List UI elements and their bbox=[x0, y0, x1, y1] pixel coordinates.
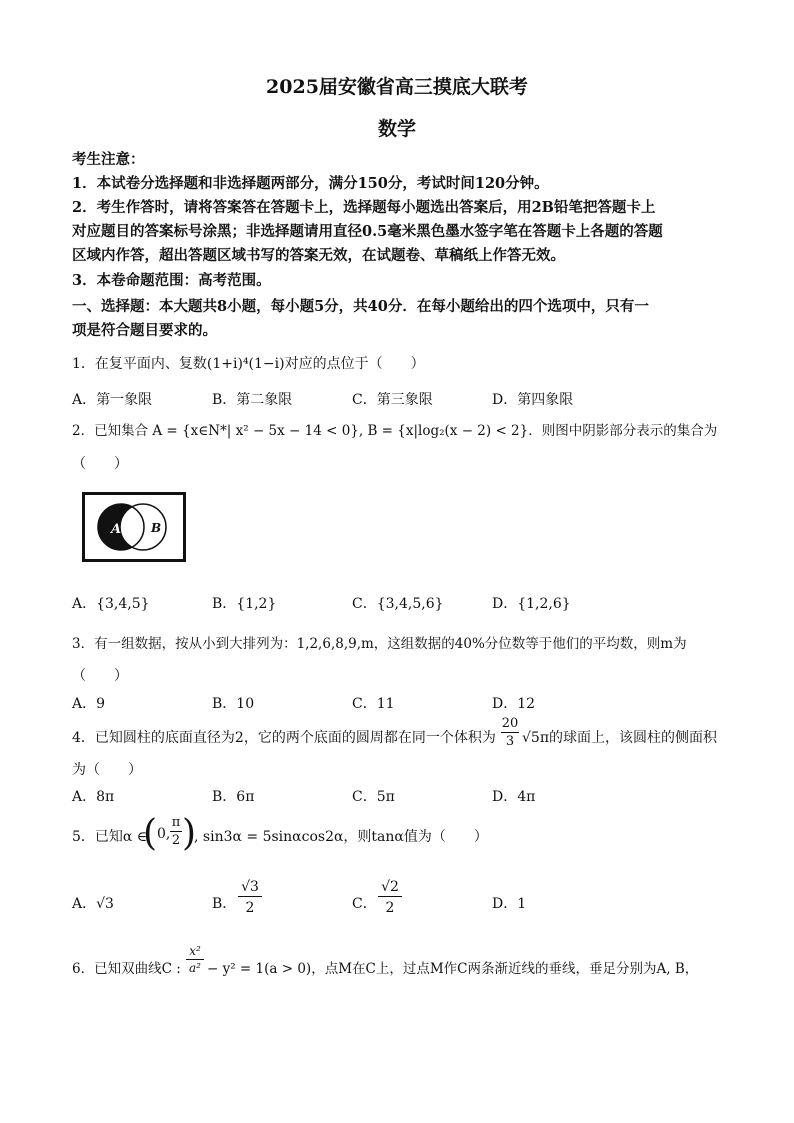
question-2-option-c[interactable]: C．{3,4,5,6} bbox=[352, 596, 444, 612]
question-1-option-b[interactable]: B．第二象限 bbox=[212, 392, 293, 408]
question-1-stem: 1．在复平面内、复数(1+i)⁴(1−i)对应的点位于（ ） bbox=[72, 356, 425, 372]
question-4-stem-part-1: 4．已知圆柱的底面直径为2，它的两个底面的圆周都在同一个体积为 bbox=[72, 730, 496, 746]
exam-title: 2025届安徽省高三摸底大联考 bbox=[266, 76, 528, 98]
question-4-option-b[interactable]: B．6π bbox=[212, 789, 255, 805]
question-4-stem-line-2: 为（ ） bbox=[72, 762, 142, 778]
question-5-option-d[interactable]: D．1 bbox=[492, 896, 527, 912]
question-5-left-paren: ( bbox=[143, 813, 158, 854]
question-2-option-a[interactable]: A．{3,4,5} bbox=[72, 596, 150, 612]
question-6-stem-part-2: − y² = 1(a > 0)，点M在C上，过点M作C两条渐近线的垂线，垂足分别为A, B， bbox=[207, 961, 699, 977]
venn-label-b: B bbox=[151, 521, 162, 535]
question-5-stem-part-1: 5．已知α ∈ bbox=[72, 829, 148, 845]
question-4-option-d[interactable]: D．4π bbox=[492, 789, 536, 805]
question-3-option-b[interactable]: B．10 bbox=[212, 696, 255, 712]
venn-diagram-svg bbox=[85, 495, 183, 559]
notice-heading: 考生注意： bbox=[72, 151, 145, 168]
question-5-option-a[interactable]: A．√3 bbox=[72, 896, 114, 912]
section-heading-line-1: 一、选择题：本大题共8小题，每小题5分，共40分．在每小题给出的四个选项中，只有一 bbox=[72, 298, 649, 315]
question-6-fraction-denominator: a² bbox=[189, 961, 201, 975]
question-4-stem-part-2: √5π的球面上，该圆柱的侧面积 bbox=[522, 730, 718, 746]
question-1-option-d[interactable]: D．第四象限 bbox=[492, 392, 574, 408]
section-heading-line-2: 项是符合题目要求的。 bbox=[72, 322, 217, 339]
question-1-option-c[interactable]: C．第三象限 bbox=[352, 392, 433, 408]
question-5-option-c-denominator: 2 bbox=[385, 900, 395, 916]
question-3-option-d[interactable]: D．12 bbox=[492, 696, 536, 712]
notice-item-1: 1．本试卷分选择题和非选择题两部分，满分150分，考试时间120分钟。 bbox=[72, 175, 549, 192]
question-6-fraction-numerator: x² bbox=[186, 944, 204, 960]
question-6-stem-part-1: 6．已知双曲线C : bbox=[72, 961, 181, 977]
question-5-interval-left: 0, bbox=[157, 826, 171, 842]
question-3-option-a[interactable]: A．9 bbox=[72, 696, 106, 712]
question-5-right-paren: ) bbox=[182, 813, 197, 854]
question-2-stem-line-1: 2．已知集合 A = {x∈N*| x² − 5x − 14 < 0}, B = {x|log₂(x − 2) < 2}．则图中阴影部分表示的集合为 bbox=[72, 423, 718, 439]
exam-subject: 数学 bbox=[377, 118, 416, 140]
notice-item-2-line-2: 对应题目的答案标号涂黑；非选择题请用直径0.5毫米黑色墨水签字笔在答题卡上各题的答题 bbox=[72, 223, 663, 240]
question-2-stem-line-2: （ ） bbox=[72, 456, 128, 472]
question-5-option-c-numerator: √2 bbox=[378, 878, 402, 897]
venn-diagram bbox=[82, 492, 186, 562]
question-2-option-d[interactable]: D．{1,2,6} bbox=[492, 596, 571, 612]
question-4-fraction-numerator: 20 bbox=[501, 716, 519, 731]
question-1-option-a[interactable]: A．第一象限 bbox=[72, 392, 153, 408]
question-3-option-c[interactable]: C．11 bbox=[352, 696, 395, 712]
notice-item-3: 3．本卷命题范围：高考范围。 bbox=[72, 272, 271, 289]
question-3-stem-line-2: （ ） bbox=[72, 668, 128, 684]
question-5-option-b-label[interactable]: B． bbox=[212, 896, 237, 912]
question-4-option-a[interactable]: A．8π bbox=[72, 789, 115, 805]
question-4-option-c[interactable]: C．5π bbox=[352, 789, 395, 805]
notice-item-2-line-3: 区域内作答，超出答题区域书写的答案无效，在试题卷、草稿纸上作答无效。 bbox=[72, 247, 565, 264]
question-5-option-b-numerator: √3 bbox=[238, 878, 262, 897]
question-5-option-b-denominator: 2 bbox=[245, 900, 255, 916]
venn-label-a: A bbox=[111, 522, 122, 537]
question-4-fraction-denominator: 3 bbox=[505, 734, 515, 749]
notice-item-2-line-1: 2．考生作答时，请将答案答在答题卡上，选择题每小题选出答案后，用2B铅笔把答题卡上 bbox=[72, 199, 656, 216]
question-3-stem-line-1: 3．有一组数据，按从小到大排列为：1,2,6,8,9,m，这组数据的40%分位数等于他们的平均数，则m为 bbox=[72, 636, 687, 652]
question-5-interval-numerator: π bbox=[171, 815, 181, 830]
question-5-interval-denominator: 2 bbox=[171, 833, 181, 848]
question-5-option-c-label[interactable]: C． bbox=[352, 896, 377, 912]
question-2-option-b[interactable]: B．{1,2} bbox=[212, 596, 277, 612]
question-5-stem-part-2: , sin3α = 5sinαcos2α，则tanα值为（ ） bbox=[194, 829, 488, 845]
